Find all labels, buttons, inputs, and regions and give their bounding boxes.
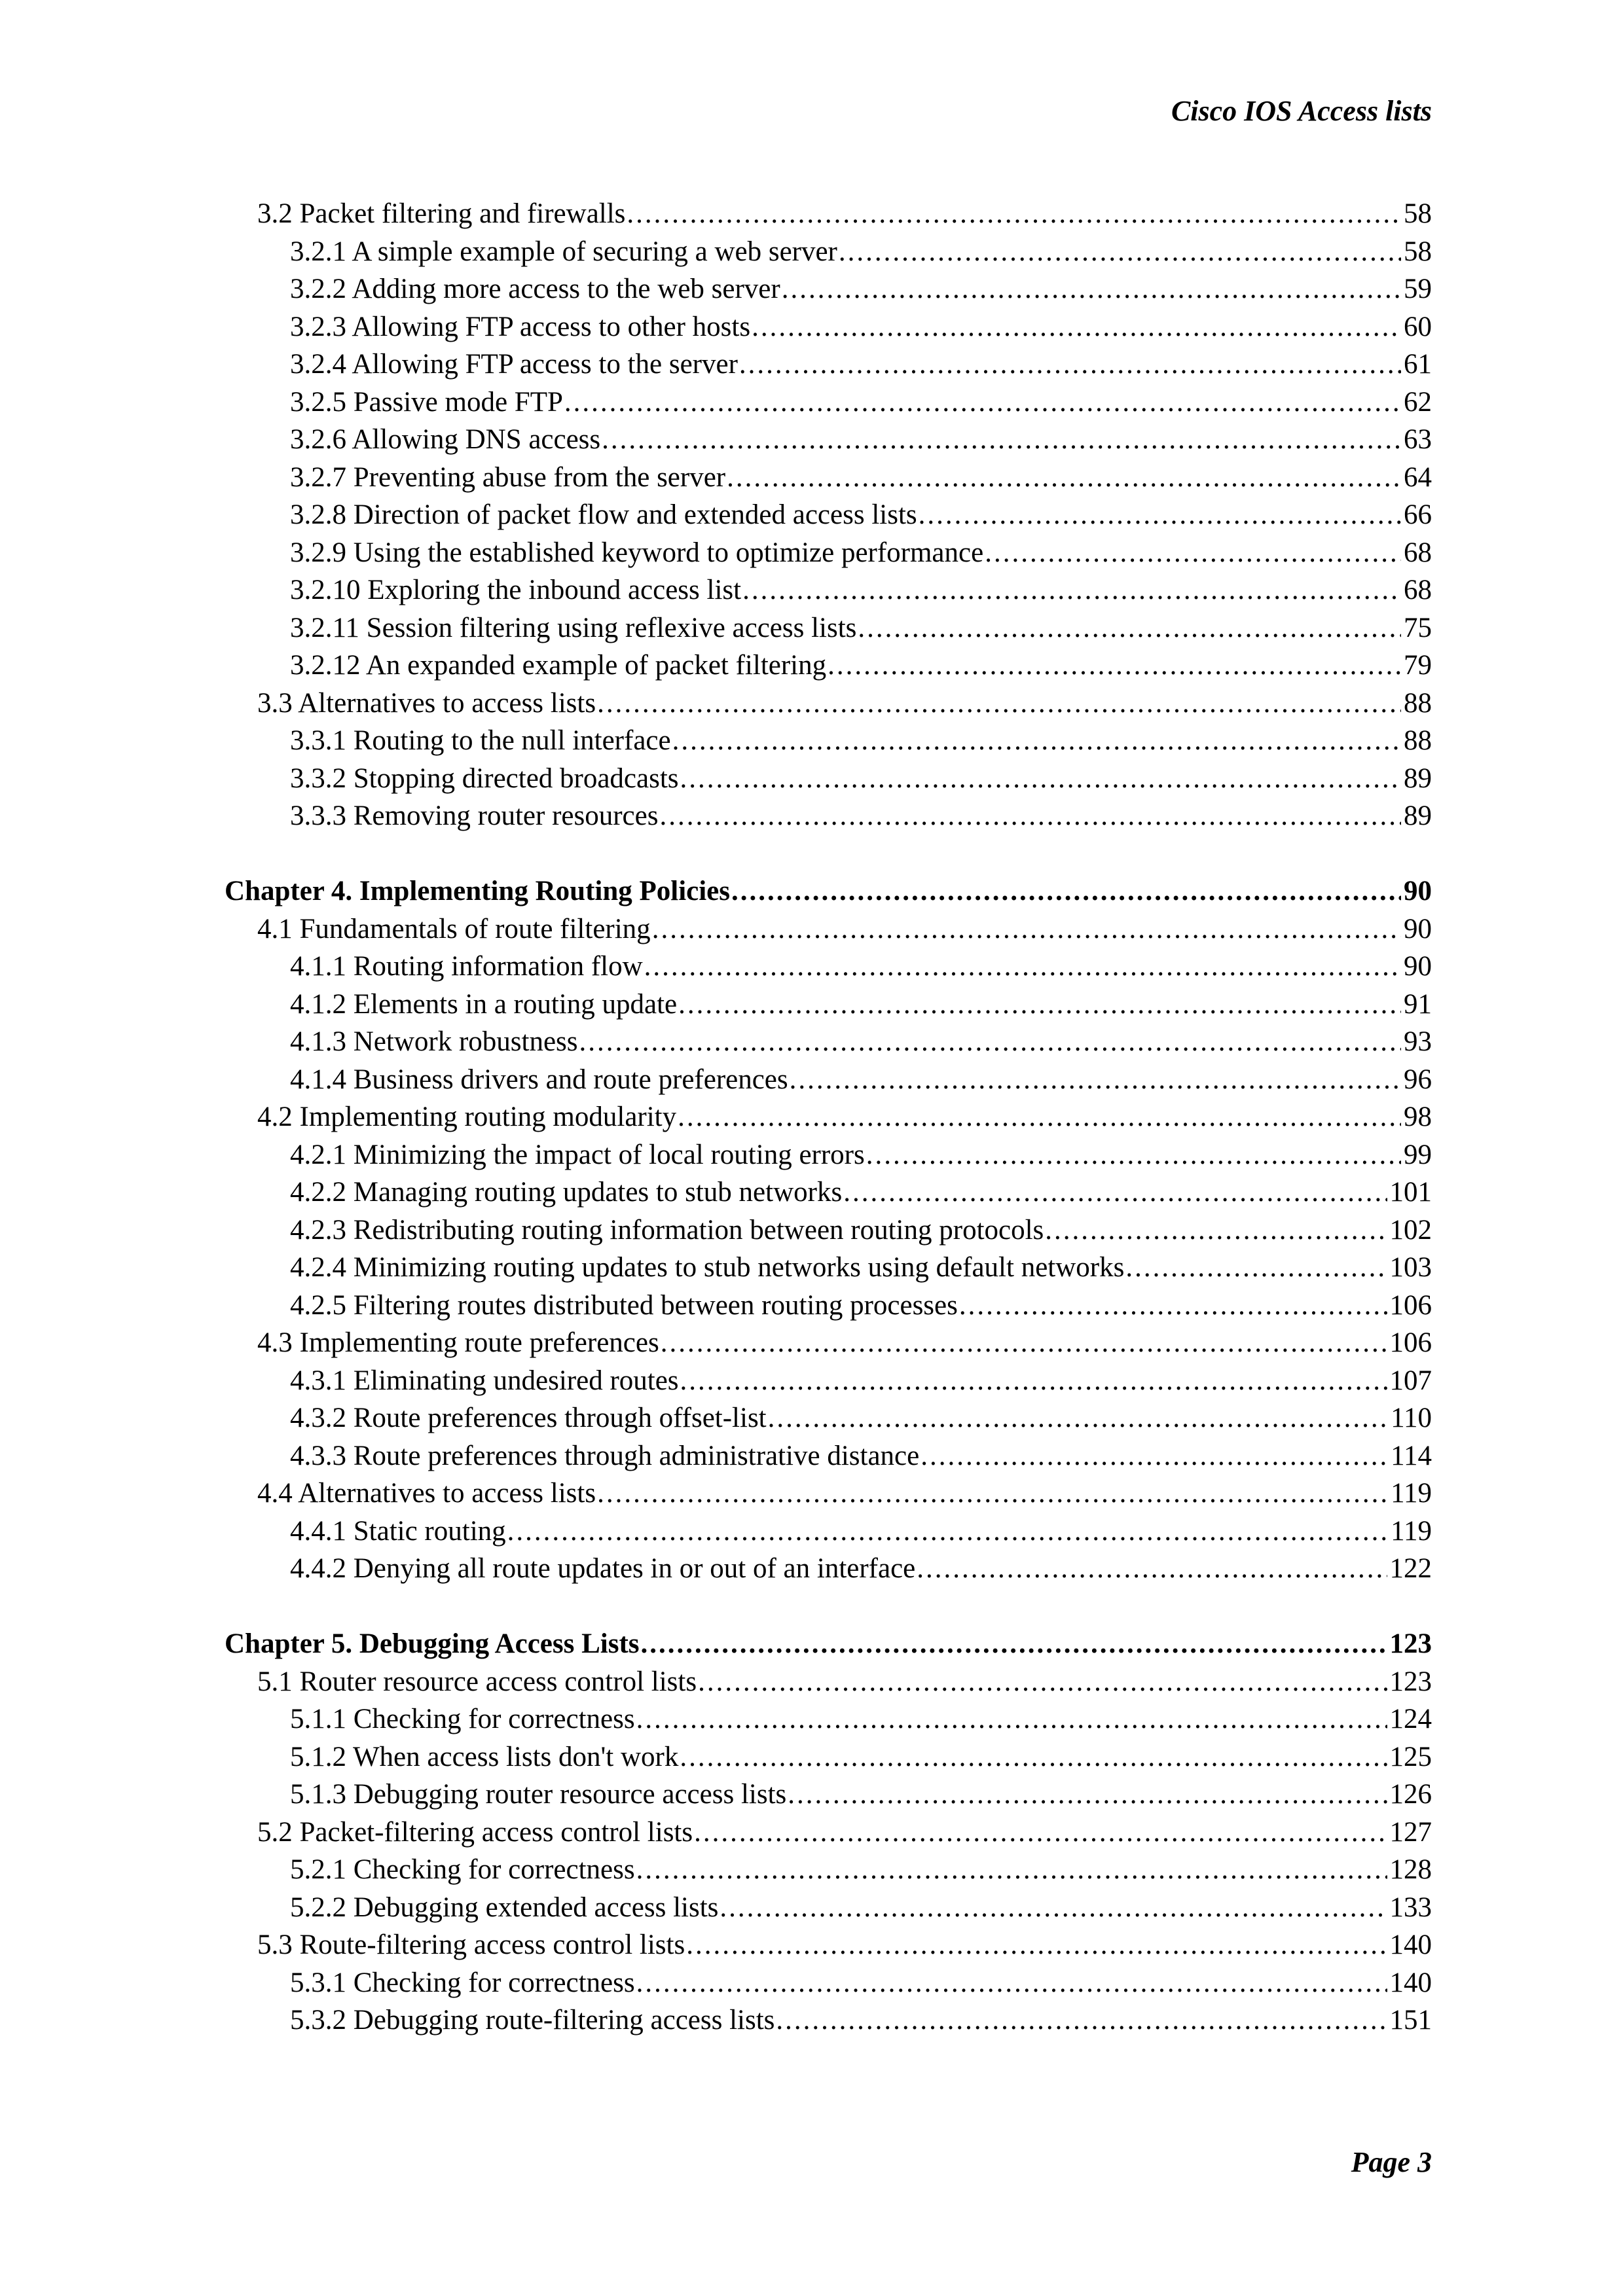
toc-entry[interactable] <box>225 1098 1432 1136</box>
toc-entry-page-number: 103 <box>1389 1252 1432 1283</box>
toc-entry-label: 3.2.5 Passive mode FTP <box>290 386 563 418</box>
toc-entry-page-number: 68 <box>1404 575 1432 605</box>
toc-dot-leader <box>1125 1249 1387 1287</box>
toc-dot-leader <box>659 797 1401 835</box>
toc-entry-page-number: 88 <box>1404 687 1432 719</box>
toc-entry-label: 3.2.7 Preventing abuse from the server <box>290 461 726 493</box>
toc-entry-page-number: 91 <box>1404 988 1432 1020</box>
toc-dot-leader <box>636 1700 1387 1738</box>
toc-dot-leader <box>1045 1211 1387 1249</box>
toc-entry-label: 4.2.5 Filtering routes distributed between routing processes <box>290 1289 958 1321</box>
toc-entry-page-number: 124 <box>1389 1704 1432 1734</box>
toc-dot-leader <box>602 421 1401 459</box>
toc-chapter-entry[interactable] <box>225 1625 1432 1663</box>
toc-entry[interactable] <box>225 1287 1432 1325</box>
toc-entry[interactable] <box>225 1663 1432 1701</box>
toc-entry-page-number: 123 <box>1389 1666 1432 1697</box>
toc-entry-label: 3.2.8 Direction of packet flow and extended access lists <box>290 499 917 530</box>
toc-dot-leader <box>641 1625 1387 1663</box>
toc-entry-label: 4.3.3 Route preferences through administrative distance <box>290 1440 920 1471</box>
toc-dot-leader <box>597 1475 1388 1513</box>
toc-entry-page-number: 62 <box>1404 386 1432 418</box>
toc-entry[interactable] <box>225 233 1432 271</box>
toc-entry-label: 3.2 Packet filtering and firewalls <box>257 198 626 229</box>
toc-entry-page-number: 99 <box>1404 1139 1432 1170</box>
toc-dot-leader <box>742 571 1401 609</box>
toc-entry[interactable] <box>225 986 1432 1024</box>
section-spacer <box>225 835 1432 873</box>
toc-entry-label: 4.1.2 Elements in a routing update <box>290 988 678 1020</box>
toc-entry[interactable] <box>225 1249 1432 1287</box>
toc-entry-page-number: 151 <box>1389 2005 1432 2036</box>
toc-entry[interactable] <box>225 384 1432 422</box>
toc-dot-leader <box>686 1926 1387 1964</box>
toc-entry-page-number: 133 <box>1389 1892 1432 1923</box>
toc-entry-page-number: 107 <box>1389 1365 1432 1396</box>
toc-entry-label: 4.2.1 Minimizing the impact of local routing errors <box>290 1139 865 1170</box>
toc-entry[interactable] <box>225 496 1432 534</box>
toc-entry-page-number: 64 <box>1404 461 1432 493</box>
toc-entry[interactable] <box>225 308 1432 346</box>
toc-entry-label: 4.2.4 Minimizing routing updates to stub networks using default networks <box>290 1252 1125 1283</box>
toc-entry-page-number: 93 <box>1404 1026 1432 1057</box>
toc-entry-label: 3.2.2 Adding more access to the web server <box>290 274 780 304</box>
toc-dot-leader <box>564 384 1401 422</box>
toc-entry-label: 4.2.3 Redistributing routing information between routing protocols <box>290 1214 1044 1246</box>
toc-entry-label: 3.2.6 Allowing DNS access <box>290 424 601 455</box>
toc-dot-leader <box>636 1851 1387 1889</box>
toc-entry-page-number: 127 <box>1389 1816 1432 1848</box>
toc-entry-label: 5.1.3 Debugging router resource access lists <box>290 1779 787 1810</box>
toc-entry-page-number: 126 <box>1389 1779 1432 1810</box>
toc-dot-leader <box>698 1663 1387 1701</box>
toc-entry-page-number: 96 <box>1404 1064 1432 1095</box>
toc-entry-label: 5.2.2 Debugging extended access lists <box>290 1892 719 1923</box>
toc-entry-label: 4.4.1 Static routing <box>290 1515 506 1547</box>
toc-dot-leader <box>680 760 1401 798</box>
toc-dot-leader <box>672 722 1401 760</box>
toc-dot-leader <box>739 346 1401 384</box>
toc-dot-leader <box>790 1061 1401 1099</box>
toc-entry-label: Chapter 4. Implementing Routing Policies <box>225 876 731 906</box>
toc-dot-leader <box>917 1550 1387 1588</box>
toc-entry-page-number: 140 <box>1389 1929 1432 1960</box>
toc-dot-leader <box>828 647 1401 685</box>
toc-entry-page-number: 106 <box>1389 1327 1432 1358</box>
page-number: Page 3 <box>1351 2146 1432 2178</box>
toc-entry[interactable] <box>225 1399 1432 1437</box>
toc-dot-leader <box>680 1362 1387 1400</box>
toc-entry[interactable] <box>225 1851 1432 1889</box>
toc-entry-page-number: 123 <box>1389 1628 1432 1659</box>
toc-entry[interactable] <box>225 1475 1432 1513</box>
toc-entry-label: 5.3.1 Checking for correctness <box>290 1967 635 1998</box>
toc-entry-page-number: 68 <box>1404 537 1432 568</box>
toc-entry[interactable] <box>225 534 1432 572</box>
toc-entry-page-number: 61 <box>1404 349 1432 380</box>
toc-entry-label: 3.3.3 Removing router resources <box>290 800 659 831</box>
toc-dot-leader <box>858 609 1401 647</box>
toc-entry-label: 5.2 Packet-filtering access control lists <box>257 1816 693 1848</box>
toc-entry-page-number: 89 <box>1404 762 1432 794</box>
toc-entry[interactable] <box>225 1136 1432 1174</box>
toc-entry-page-number: 114 <box>1391 1440 1432 1471</box>
toc-entry-page-number: 90 <box>1404 913 1432 944</box>
running-header-title: Cisco IOS Access lists <box>1171 95 1432 127</box>
toc-entry[interactable] <box>225 346 1432 384</box>
toc-entry[interactable] <box>225 685 1432 723</box>
toc-entry[interactable] <box>225 910 1432 948</box>
toc-entry[interactable] <box>225 1700 1432 1738</box>
toc-entry-label: 3.2.4 Allowing FTP access to the server <box>290 349 738 380</box>
toc-entry-label: 3.3.2 Stopping directed broadcasts <box>290 762 679 794</box>
toc-dot-leader <box>720 1889 1387 1927</box>
toc-dot-leader <box>507 1513 1388 1551</box>
toc-dot-leader <box>644 948 1401 986</box>
toc-dot-leader <box>727 459 1401 497</box>
table-of-contents <box>225 195 1432 2039</box>
section-spacer <box>225 1588 1432 1626</box>
toc-entry[interactable] <box>225 609 1432 647</box>
toc-entry-page-number: 90 <box>1404 876 1432 906</box>
toc-entry[interactable] <box>225 1324 1432 1362</box>
toc-dot-leader <box>768 1399 1388 1437</box>
toc-dot-leader <box>921 1437 1388 1475</box>
toc-entry-page-number: 75 <box>1404 612 1432 643</box>
toc-entry-label: 5.1.2 When access lists don't work <box>290 1741 679 1772</box>
toc-entry[interactable] <box>225 760 1432 798</box>
toc-entry-label: 4.3.1 Eliminating undesired routes <box>290 1365 679 1396</box>
toc-entry-label: 3.2.9 Using the established keyword to optimize performance <box>290 537 984 568</box>
toc-entry-label: 5.1.1 Checking for correctness <box>290 1704 635 1734</box>
toc-entry-label: 3.2.11 Session filtering using reflexive access lists <box>290 612 857 643</box>
toc-entry-label: 4.2 Implementing routing modularity <box>257 1102 677 1132</box>
toc-dot-leader <box>680 1738 1387 1776</box>
toc-dot-leader <box>597 685 1401 723</box>
toc-dot-leader <box>782 270 1401 308</box>
toc-entry-label: 4.1 Fundamentals of route filtering <box>257 913 651 944</box>
toc-entry-page-number: 63 <box>1404 424 1432 455</box>
toc-dot-leader <box>678 986 1401 1024</box>
toc-entry-label: 5.2.1 Checking for correctness <box>290 1854 635 1885</box>
toc-chapter-entry[interactable] <box>225 872 1432 910</box>
toc-dot-leader <box>839 233 1401 271</box>
toc-dot-leader <box>579 1023 1401 1061</box>
toc-entry[interactable] <box>225 1513 1432 1551</box>
toc-entry-label: 4.1.1 Routing information flow <box>290 951 643 982</box>
toc-entry[interactable] <box>225 1889 1432 1927</box>
toc-dot-leader <box>731 872 1401 910</box>
toc-entry[interactable] <box>225 1023 1432 1061</box>
toc-entry-label: 4.1.4 Business drivers and route preferences <box>290 1064 788 1095</box>
toc-entry[interactable] <box>225 1211 1432 1249</box>
toc-dot-leader <box>866 1136 1401 1174</box>
toc-dot-leader <box>843 1174 1387 1211</box>
toc-entry[interactable] <box>225 1061 1432 1099</box>
toc-entry[interactable] <box>225 1362 1432 1400</box>
toc-entry-label: 3.2.10 Exploring the inbound access list <box>290 575 742 605</box>
toc-entry-page-number: 58 <box>1404 236 1432 267</box>
toc-entry[interactable] <box>225 722 1432 760</box>
toc-entry-page-number: 119 <box>1391 1478 1432 1509</box>
toc-entry-page-number: 59 <box>1404 274 1432 304</box>
toc-entry[interactable] <box>225 1174 1432 1211</box>
toc-entry-label: 4.4.2 Denying all route updates in or out of an interface <box>290 1553 916 1584</box>
toc-entry[interactable] <box>225 195 1432 233</box>
toc-dot-leader <box>776 2001 1387 2039</box>
toc-entry-page-number: 98 <box>1404 1102 1432 1132</box>
toc-entry-label: 5.3.2 Debugging route-filtering access lists <box>290 2005 775 2036</box>
toc-entry[interactable] <box>225 1814 1432 1852</box>
toc-dot-leader <box>919 496 1401 534</box>
toc-entry-page-number: 58 <box>1404 198 1432 229</box>
toc-entry[interactable] <box>225 1776 1432 1814</box>
toc-entry-page-number: 125 <box>1389 1741 1432 1772</box>
toc-dot-leader <box>752 308 1401 346</box>
toc-dot-leader <box>959 1287 1387 1325</box>
toc-dot-leader <box>661 1324 1387 1362</box>
toc-entry-label: 4.4 Alternatives to access lists <box>257 1478 596 1509</box>
toc-entry[interactable] <box>225 1437 1432 1475</box>
toc-entry-label: 3.3.1 Routing to the null interface <box>290 725 671 756</box>
toc-entry-page-number: 66 <box>1404 499 1432 530</box>
toc-entry-page-number: 128 <box>1389 1854 1432 1885</box>
toc-dot-leader <box>627 195 1401 233</box>
toc-dot-leader <box>652 910 1401 948</box>
toc-entry-label: Chapter 5. Debugging Access Lists <box>225 1628 640 1659</box>
toc-entry[interactable] <box>225 421 1432 459</box>
toc-entry[interactable] <box>225 1964 1432 2002</box>
toc-entry[interactable] <box>225 948 1432 986</box>
toc-entry-page-number: 79 <box>1404 650 1432 681</box>
toc-entry[interactable] <box>225 1550 1432 1588</box>
toc-entry-page-number: 90 <box>1404 951 1432 982</box>
toc-entry-page-number: 101 <box>1389 1177 1432 1208</box>
toc-dot-leader <box>985 534 1401 572</box>
toc-entry-label: 3.2.1 A simple example of securing a web server <box>290 236 837 267</box>
toc-entry-label: 4.2.2 Managing routing updates to stub networks <box>290 1177 843 1208</box>
toc-entry-label: 4.3.2 Route preferences through offset-list <box>290 1403 767 1433</box>
toc-entry-label: 3.3 Alternatives to access lists <box>257 687 596 719</box>
toc-entry[interactable] <box>225 571 1432 609</box>
toc-entry[interactable] <box>225 2001 1432 2039</box>
toc-entry-page-number: 88 <box>1404 725 1432 756</box>
toc-entry-page-number: 102 <box>1389 1214 1432 1246</box>
toc-entry-page-number: 140 <box>1389 1967 1432 1998</box>
toc-entry-page-number: 122 <box>1389 1553 1432 1584</box>
toc-entry-page-number: 110 <box>1391 1403 1432 1433</box>
toc-entry-label: 4.3 Implementing route preferences <box>257 1327 659 1358</box>
toc-entry-page-number: 89 <box>1404 800 1432 831</box>
toc-entry-page-number: 106 <box>1389 1289 1432 1321</box>
toc-entry-page-number: 60 <box>1404 311 1432 342</box>
toc-entry[interactable] <box>225 270 1432 308</box>
toc-dot-leader <box>788 1776 1387 1814</box>
toc-entry[interactable] <box>225 1738 1432 1776</box>
toc-entry-label: 4.1.3 Network robustness <box>290 1026 578 1057</box>
toc-dot-leader <box>694 1814 1387 1852</box>
toc-entry-label: 3.2.3 Allowing FTP access to other hosts <box>290 311 751 342</box>
toc-entry-label: 3.2.12 An expanded example of packet filtering <box>290 650 827 681</box>
toc-entry-label: 5.3 Route-filtering access control lists <box>257 1929 685 1960</box>
toc-entry[interactable] <box>225 797 1432 835</box>
toc-entry[interactable] <box>225 647 1432 685</box>
toc-entry-label: 5.1 Router resource access control lists <box>257 1666 697 1697</box>
toc-entry[interactable] <box>225 1926 1432 1964</box>
toc-dot-leader <box>678 1098 1401 1136</box>
toc-dot-leader <box>636 1964 1387 2002</box>
toc-entry[interactable] <box>225 459 1432 497</box>
toc-entry-page-number: 119 <box>1391 1515 1432 1547</box>
